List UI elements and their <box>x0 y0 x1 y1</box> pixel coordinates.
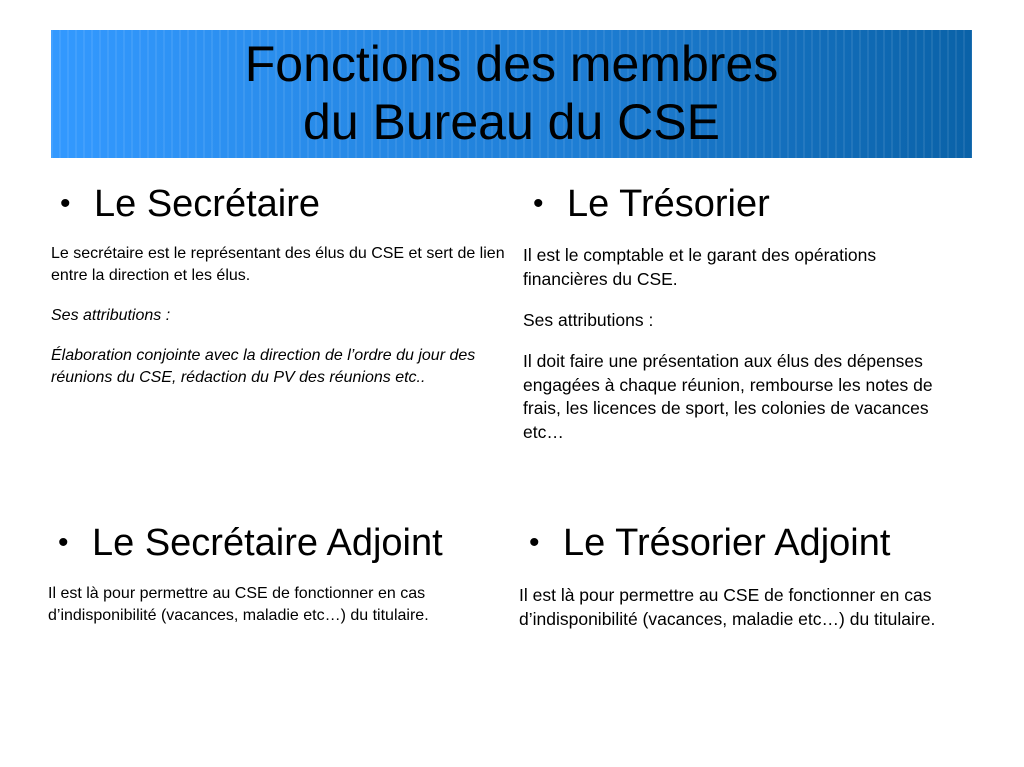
heading-secretaire-label: Le Secrétaire <box>94 183 321 225</box>
heading-tresorier-adjoint-label: Le Trésorier Adjoint <box>563 522 891 564</box>
heading-tresorier-adjoint <box>529 521 890 565</box>
secretaire-adjoint-description: Il est là pour permettre au CSE de fonctionner en cas d’indisponibilité (vacances, maladie etc…) du titulaire. <box>48 585 429 624</box>
heading-tresorier-label: Le Trésorier <box>567 183 770 225</box>
tresorier-attributions-label: Ses attributions : <box>523 310 654 330</box>
bullet-icon: • <box>533 187 544 220</box>
tresorier-attributions: Il doit faire une présentation aux élus des dépenses engagées à chaque réunion, rembourse les notes de frais, les licences de sport, les colonies de vacances etc… <box>523 351 933 442</box>
heading-secretaire <box>60 182 320 226</box>
title-banner <box>51 30 972 158</box>
tresorier-description: Il est le comptable et le garant des opérations financières du CSE. <box>523 245 877 289</box>
secretaire-description: Le secrétaire est le représentant des élus du CSE et sert de lien entre la direction et les élus. <box>51 245 505 284</box>
bullet-icon: • <box>529 526 540 559</box>
secretaire-attributions-label: Ses attributions : <box>51 307 171 324</box>
tresorier-adjoint-description: Il est là pour permettre au CSE de fonctionner en cas d’indisponibilité (vacances, maladie etc…) du titulaire. <box>519 585 936 629</box>
heading-secretaire-adjoint-label: Le Secrétaire Adjoint <box>92 522 443 564</box>
bullet-icon: • <box>60 187 71 220</box>
title-line-2: du Bureau du CSE <box>303 94 720 150</box>
heading-tresorier <box>533 182 770 226</box>
heading-secretaire-adjoint <box>58 521 443 565</box>
title-line-1: Fonctions des membres <box>244 36 779 92</box>
bullet-icon: • <box>58 526 69 559</box>
secretaire-attributions: Élaboration conjointe avec la direction de l’ordre du jour des réunions du CSE, rédaction du PV des réunions etc.. <box>51 347 476 386</box>
